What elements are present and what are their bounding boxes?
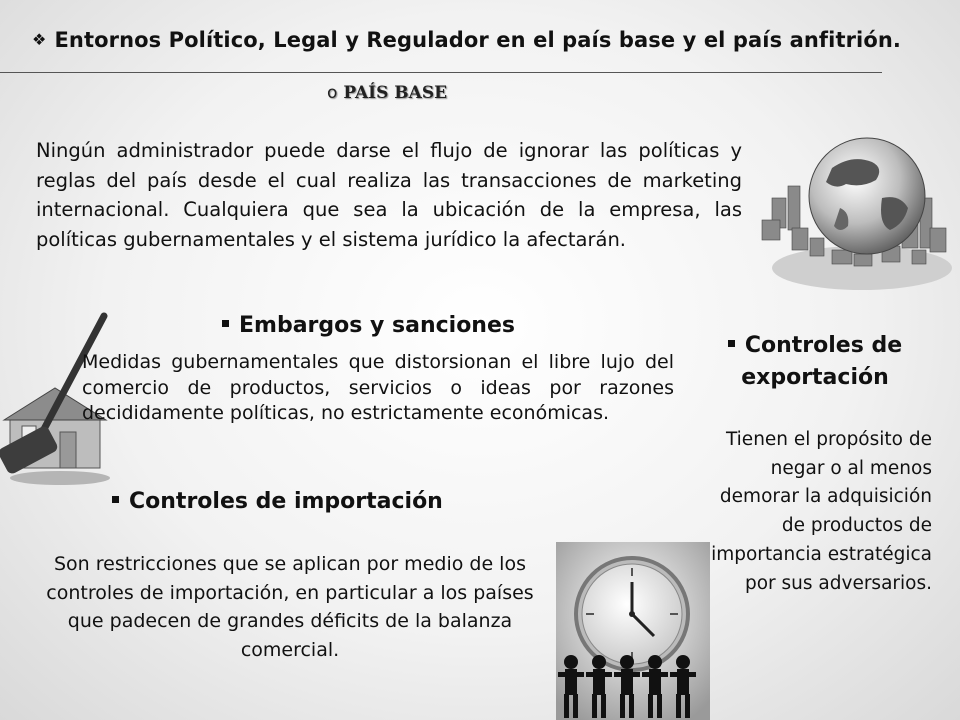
importacion-body: Son restricciones que se aplican por medio de los controles de importación, en particular a los países que padecen de grandes déficits de la balanza comercial. <box>46 553 534 662</box>
exportacion-heading: Controles de exportación <box>700 330 930 394</box>
embargos-heading: Embargos y sanciones <box>222 313 515 338</box>
globe-city-image <box>752 128 952 298</box>
intro-paragraph: Ningún administrador puede darse el flujo de ignorar las políticas y reglas del país desde el cual realiza las transacciones de marketing internacional. Cualquiera que sea la ubicación de la empresa, las políticas gubernamentales y el sistema jurídico la afectarán. <box>36 139 742 251</box>
clock-people-image <box>556 542 710 720</box>
section-subtitle: o PAÍS BASE <box>327 83 448 103</box>
square-bullet-icon <box>112 496 119 503</box>
title-divider <box>0 72 882 73</box>
diamond-bullet-icon: ❖ <box>32 30 47 49</box>
importacion-heading: Controles de importación <box>112 489 443 514</box>
embargos-body: Medidas gubernamentales que distorsionan el libre lujo del comercio de productos, servicios o ideas por razones decididamente políticas, no estrictamente económicas. <box>82 351 674 424</box>
slide-title: ❖ Entornos Político, Legal y Regulador en el país base y el país anfitrión. <box>32 28 901 52</box>
square-bullet-icon <box>728 340 735 347</box>
square-bullet-icon <box>222 320 229 327</box>
circle-bullet-icon: o <box>327 83 338 103</box>
exportacion-body: Tienen el propósito de negar o al menos demorar la adquisición de productos de importancia estratégica por sus adversarios. <box>711 429 932 594</box>
